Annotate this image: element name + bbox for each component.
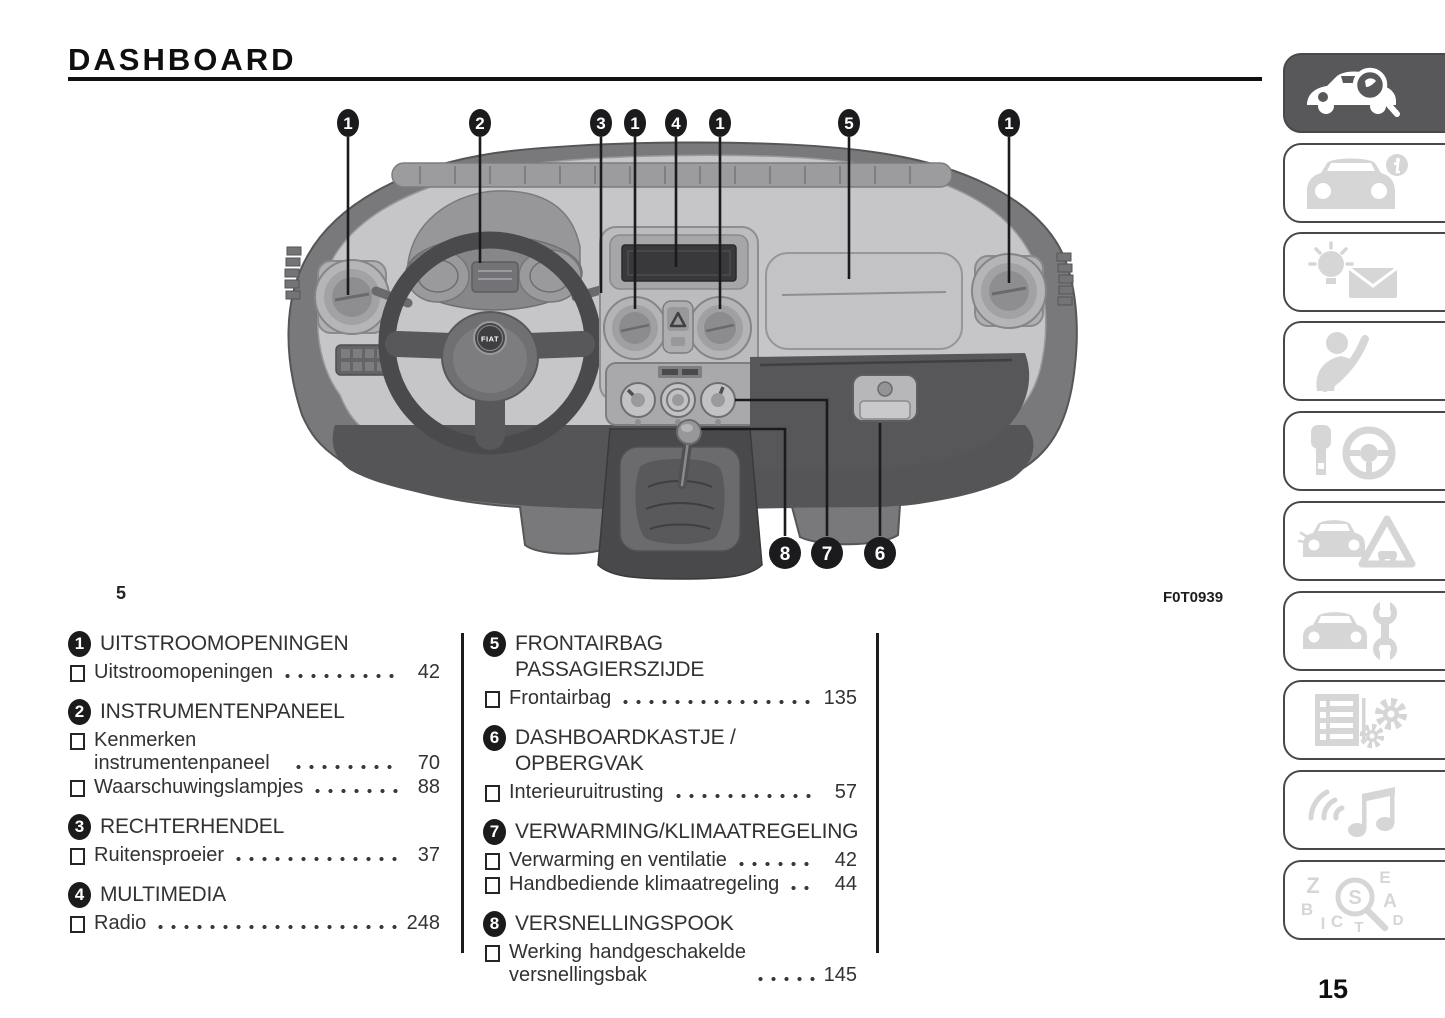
index-section-3 xyxy=(68,814,440,867)
square-bullet-icon xyxy=(70,848,85,865)
entry-label: Radio xyxy=(94,912,147,934)
climate-controls xyxy=(606,363,758,425)
index-section-5 xyxy=(483,631,857,710)
index-entry xyxy=(483,849,857,872)
index-section-8 xyxy=(483,911,857,987)
entry-page-ref: 42 xyxy=(417,661,440,683)
right-pillar-vent xyxy=(1057,253,1073,305)
section-title: UITSTROOMOPENINGEN xyxy=(100,632,349,655)
callout-1b: 1 xyxy=(630,114,640,133)
index-section-6 xyxy=(483,725,857,804)
entry-label: Handbediende klimaatregeling xyxy=(509,873,780,895)
warning-light-message-icon xyxy=(1297,240,1417,304)
section-number-badge: 1 xyxy=(68,631,91,657)
section-title: VERSNELLINGSPOOK xyxy=(515,912,734,935)
section-number-badge: 8 xyxy=(483,911,506,937)
square-bullet-icon xyxy=(70,665,85,682)
entry-page-ref: 37 xyxy=(417,844,440,866)
callout-6: 6 xyxy=(874,544,886,565)
callout-markers-top xyxy=(337,109,1020,137)
entry-label: Verwarming en ventilatie xyxy=(509,849,727,871)
section-number-badge: 6 xyxy=(483,725,506,751)
letters-magnifier-icon xyxy=(1297,865,1417,935)
section-number-badge: 4 xyxy=(68,882,91,908)
dot-leader xyxy=(292,762,398,772)
tab-servicing-maintenance[interactable] xyxy=(1283,591,1445,671)
square-bullet-icon xyxy=(485,877,500,894)
index-entry xyxy=(68,729,440,775)
dot-leader xyxy=(232,854,398,864)
square-bullet-icon xyxy=(70,916,85,933)
callout-7: 7 xyxy=(821,544,833,565)
section-title: RECHTERHENDEL xyxy=(100,815,285,838)
index-letter: D xyxy=(1392,912,1404,929)
index-letter: Z xyxy=(1306,873,1320,898)
dot-leader xyxy=(787,883,815,893)
section-number-badge: 7 xyxy=(483,819,506,845)
section-title: DASHBOARDKASTJE / OPBERGVAK xyxy=(515,726,736,775)
hazard-switch xyxy=(663,301,693,353)
callout-4: 4 xyxy=(671,114,681,133)
tab-safety[interactable] xyxy=(1283,321,1445,401)
dot-leader xyxy=(672,791,815,801)
square-bullet-icon xyxy=(70,780,85,797)
dot-leader xyxy=(154,922,398,932)
tab-multimedia[interactable] xyxy=(1283,770,1445,850)
car-magnifier-icon xyxy=(1297,61,1417,125)
tab-technical-data[interactable] xyxy=(1283,680,1445,760)
index-section-7 xyxy=(483,819,857,896)
dashboard-figure xyxy=(280,95,1080,580)
index-letter: C xyxy=(1330,912,1344,931)
section-title: INSTRUMENTENPANEEL xyxy=(100,700,345,723)
figure-code: F0T0939 xyxy=(1163,589,1224,606)
figure-number-label: 5 xyxy=(116,583,127,603)
entry-page-ref: 135 xyxy=(823,687,857,709)
square-bullet-icon xyxy=(485,945,500,962)
callout-1a: 1 xyxy=(343,114,353,133)
gear-console xyxy=(598,420,762,579)
index-right-column xyxy=(483,631,857,1002)
car-info-icon xyxy=(1297,151,1417,215)
callout-2: 2 xyxy=(475,114,485,133)
index-entry xyxy=(68,912,440,935)
tab-warning-lights-messages[interactable] xyxy=(1283,232,1445,312)
index-section-4 xyxy=(68,882,440,935)
climate-knob-distribution xyxy=(661,383,695,417)
section-number-badge: 3 xyxy=(68,814,91,840)
dot-leader xyxy=(281,671,398,681)
index-entry xyxy=(483,873,857,896)
index-entry xyxy=(68,661,440,684)
index-entry xyxy=(483,687,857,710)
index-left-column xyxy=(68,631,440,950)
page-number: 15 xyxy=(1318,974,1349,1004)
list-gears-icon xyxy=(1297,688,1417,752)
climate-knob-fan xyxy=(621,383,655,417)
car-warning-triangle-icon xyxy=(1297,509,1417,573)
square-bullet-icon xyxy=(70,733,85,750)
callout-5: 5 xyxy=(844,114,854,133)
entry-label: Waarschuwingslampjes xyxy=(94,776,304,798)
dot-leader xyxy=(311,786,398,796)
section-title: MULTIMEDIA xyxy=(100,883,226,906)
dashboard-illustration xyxy=(280,95,1080,580)
fiat-badge-text: FIAT xyxy=(480,334,500,344)
entry-page-ref: 88 xyxy=(417,776,440,798)
left-pillar-vent xyxy=(285,247,301,299)
title-rule xyxy=(68,77,1262,81)
entry-label: Uitstroomopeningen xyxy=(94,661,273,683)
defroster-vent xyxy=(392,163,952,187)
dot-leader xyxy=(735,859,815,869)
index-entry xyxy=(483,941,857,987)
index-letter: A xyxy=(1383,891,1397,912)
tab-emergency[interactable] xyxy=(1283,501,1445,581)
index-entry xyxy=(68,776,440,799)
entry-label: Ruitensproeier xyxy=(94,844,225,866)
entry-label: Frontairbag xyxy=(509,687,612,709)
entry-page-ref: 248 xyxy=(406,912,440,934)
climate-knob-temperature xyxy=(701,383,735,417)
square-bullet-icon xyxy=(485,853,500,870)
index-letter: T xyxy=(1354,919,1364,935)
section-title: FRONTAIRBAG PASSAGIERSZIJDE xyxy=(515,632,705,681)
tab-alphabetical-index[interactable] xyxy=(1283,860,1445,940)
entry-label: Werking handgeschakelde versnellingsbak xyxy=(509,941,746,986)
left-air-vent xyxy=(315,260,389,334)
entry-page-ref: 145 xyxy=(823,964,857,986)
callout-3: 3 xyxy=(596,114,606,133)
callout-8: 8 xyxy=(779,544,791,565)
index-column-divider-left xyxy=(461,633,464,953)
tab-getting-to-know-vehicle[interactable] xyxy=(1283,143,1445,223)
page-title: DASHBOARD xyxy=(68,42,297,77)
index-letter: E xyxy=(1379,868,1391,887)
passenger-airbag-panel xyxy=(766,253,962,349)
entry-label: Kenmerken instrumentenpaneel xyxy=(94,729,270,774)
callout-1c: 1 xyxy=(715,114,725,133)
entry-page-ref: 57 xyxy=(834,781,857,803)
square-bullet-icon xyxy=(485,691,500,708)
dot-leader xyxy=(754,974,815,984)
index-column-divider-right xyxy=(876,633,879,953)
glovebox-latch xyxy=(853,375,917,421)
callout-1d: 1 xyxy=(1004,114,1014,133)
callout-markers-bottom xyxy=(769,537,896,569)
waves-music-note-icon xyxy=(1297,778,1417,842)
entry-label: Interieuruitrusting xyxy=(509,781,664,803)
index-letter: I xyxy=(1320,914,1326,933)
index-section-1 xyxy=(68,631,440,684)
dot-leader xyxy=(619,697,815,707)
key-steering-wheel-icon xyxy=(1297,419,1417,483)
index-entry xyxy=(483,781,857,804)
car-wrench-icon xyxy=(1297,599,1417,663)
seatbelt-safety-icon xyxy=(1297,329,1417,393)
index-section-2 xyxy=(68,699,440,799)
entry-page-ref: 70 xyxy=(417,752,440,774)
section-number-badge: 2 xyxy=(68,699,91,725)
square-bullet-icon xyxy=(485,785,500,802)
section-number-badge: 5 xyxy=(483,631,506,657)
index-letter: S xyxy=(1348,887,1362,909)
entry-page-ref: 44 xyxy=(834,873,857,895)
index-letter: B xyxy=(1300,900,1314,919)
tab-dashboard-overview[interactable] xyxy=(1283,53,1445,133)
entry-page-ref: 42 xyxy=(834,849,857,871)
tab-starting-driving[interactable] xyxy=(1283,411,1445,491)
index-entry xyxy=(68,844,440,867)
section-title: VERWARMING/KLIMAATREGELING xyxy=(515,820,859,843)
